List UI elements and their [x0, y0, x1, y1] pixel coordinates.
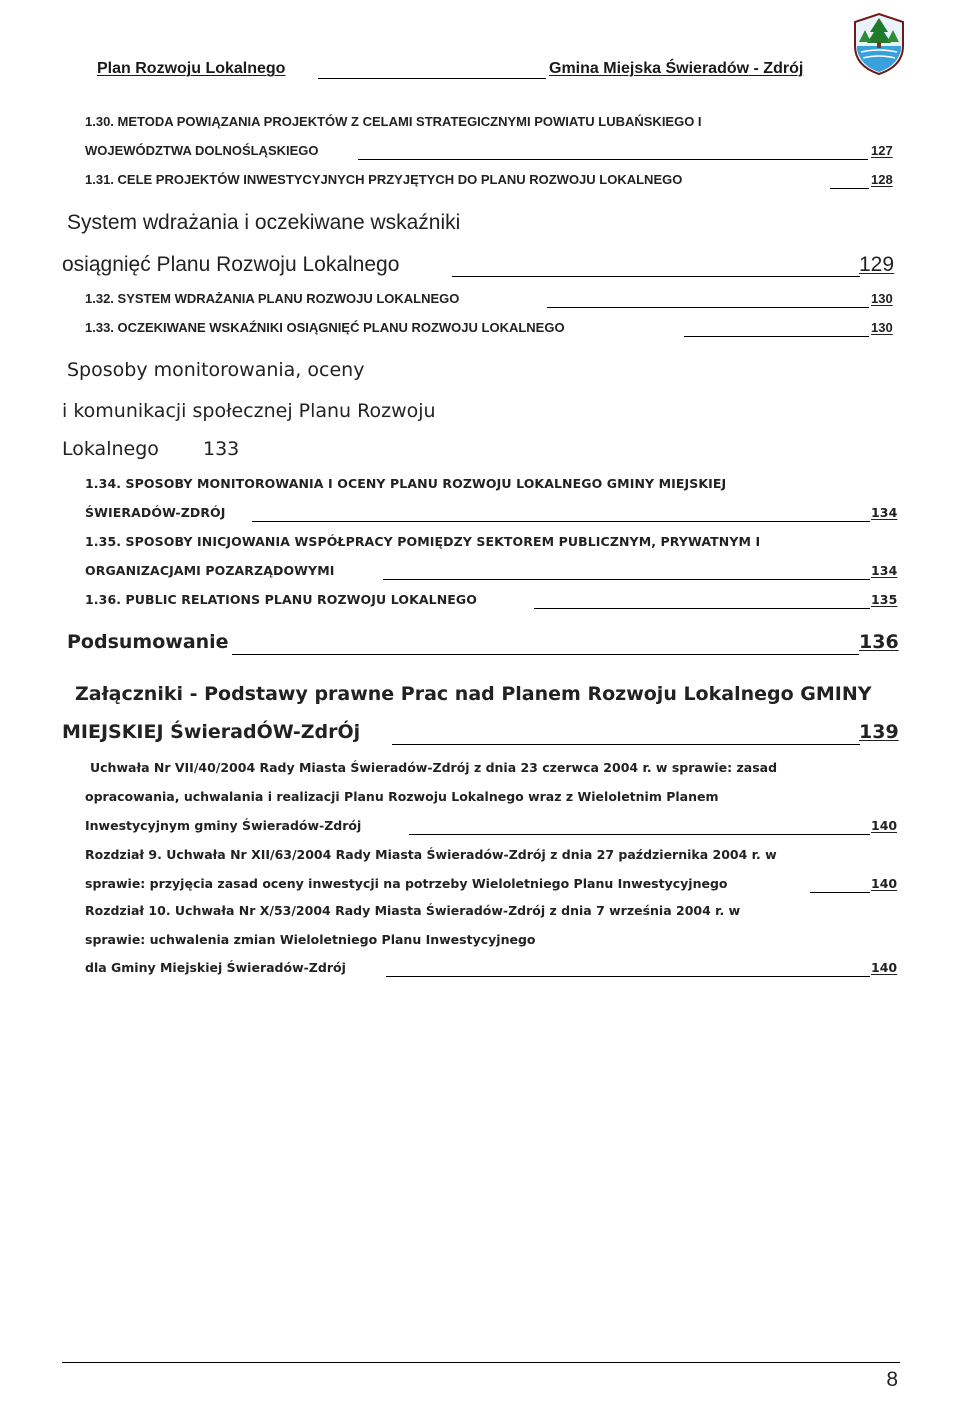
header-right-title: Gmina Miejska Świeradów - Zdrój — [549, 60, 804, 77]
toc-page-attachments[interactable]: 139 — [859, 721, 899, 743]
toc-page-1-33[interactable]: 130 — [871, 320, 893, 335]
toc-section-monitoring-line2[interactable]: i komunikacji społecznej Planu Rozwoju — [62, 400, 436, 422]
toc-section-monitoring-line1[interactable]: Sposoby monitorowania, oceny — [67, 359, 365, 381]
toc-entry-1-35-line1[interactable]: 1.35. SPOSOBY INICJOWANIA WSPÓŁPRACY POMIĘDZY SEKTOREM PUBLICZNYM, PRYWATNYM I — [85, 534, 761, 549]
toc-leader — [452, 276, 860, 277]
toc-leader — [392, 744, 860, 745]
toc-section-system-line1[interactable]: System wdrażania i oczekiwane wskaźniki — [67, 211, 461, 234]
toc-leader — [830, 188, 869, 189]
toc-section-summary[interactable]: Podsumowanie — [67, 631, 229, 653]
toc-entry-1-31[interactable]: 1.31. CELE PROJEKTÓW INWESTYCYJNYCH PRZYJĘTYCH DO PLANU ROZWOJU LOKALNEGO — [85, 172, 683, 187]
toc-section-attachments-line2[interactable]: MIEJSKIEJ ŚwieradÓW-ZdrÓj — [62, 721, 361, 743]
footer-rule — [62, 1362, 900, 1363]
toc-entry-chapter-10-line3[interactable]: dla Gminy Miejskiej Świeradów-Zdrój — [85, 960, 346, 975]
toc-entry-resolution-vii-40-line1[interactable]: Uchwała Nr VII/40/2004 Rady Miasta Świeradów-Zdrój z dnia 23 czerwca 2004 r. w sprawie: zasad — [90, 760, 778, 775]
toc-page-system[interactable]: 129 — [859, 253, 895, 276]
toc-leader — [810, 892, 870, 893]
toc-leader — [409, 834, 870, 835]
toc-leader — [252, 521, 870, 522]
toc-leader — [386, 976, 870, 977]
toc-leader — [358, 159, 868, 160]
toc-leader — [232, 654, 859, 655]
toc-entry-1-32[interactable]: 1.32. SYSTEM WDRAŻANIA PLANU ROZWOJU LOKALNEGO — [85, 291, 460, 306]
toc-page-1-34[interactable]: 134 — [871, 505, 898, 520]
toc-entry-chapter-9-line2[interactable]: sprawie: przyjęcia zasad oceny inwestycji na potrzeby Wieloletniego Planu Inwestycyjnego — [85, 876, 728, 891]
toc-entry-1-35-line2[interactable]: ORGANIZACJAMI POZARZĄDOWYMI — [85, 563, 335, 578]
toc-leader — [383, 579, 870, 580]
page-number: 8 — [886, 1368, 898, 1391]
toc-entry-1-36[interactable]: 1.36. PUBLIC RELATIONS PLANU ROZWOJU LOKALNEGO — [85, 592, 477, 607]
header-left-title: Plan Rozwoju Lokalnego — [97, 60, 286, 77]
toc-section-attachments-line1[interactable]: Załączniki - Podstawy prawne Prac nad Planem Rozwoju Lokalnego GMINY — [75, 683, 872, 705]
toc-page-1-32[interactable]: 130 — [871, 291, 893, 306]
toc-entry-1-33[interactable]: 1.33. OCZEKIWANE WSKAŹNIKI OSIĄGNIĘĆ PLANU ROZWOJU LOKALNEGO — [85, 320, 565, 335]
toc-entry-resolution-vii-40-line2[interactable]: opracowania, uchwalania i realizacji Planu Rozwoju Lokalnego wraz z Wieloletnim Planem — [85, 789, 719, 804]
coat-of-arms-logo — [851, 12, 907, 76]
toc-entry-chapter-10-line1[interactable]: Rozdział 10. Uchwała Nr X/53/2004 Rady Miasta Świeradów-Zdrój z dnia 7 września 2004 r. w — [85, 903, 741, 918]
toc-leader — [547, 307, 869, 308]
toc-page-1-31[interactable]: 128 — [871, 172, 893, 187]
toc-leader — [684, 336, 869, 337]
toc-entry-1-34-line2[interactable]: ŚWIERADÓW-ZDRÓJ — [85, 505, 226, 520]
toc-leader — [534, 608, 870, 609]
toc-entry-1-30-line1[interactable]: 1.30. METODA POWIĄZANIA PROJEKTÓW Z CELAMI STRATEGICZNYMI POWIATU LUBAŃSKIEGO I — [85, 114, 702, 129]
header-rule — [318, 78, 546, 79]
toc-page-chapter-9[interactable]: 140 — [871, 876, 898, 891]
toc-page-chapter-10[interactable]: 140 — [871, 960, 898, 975]
toc-page-1-30[interactable]: 127 — [871, 143, 893, 158]
toc-page-1-36[interactable]: 135 — [871, 592, 898, 607]
toc-section-monitoring-line3[interactable]: Lokalnego — [62, 438, 159, 460]
toc-entry-1-34-line1[interactable]: 1.34. SPOSOBY MONITOROWANIA I OCENY PLANU ROZWOJU LOKALNEGO GMINY MIEJSKIEJ — [85, 476, 727, 491]
toc-entry-resolution-vii-40-line3[interactable]: Inwestycyjnym gminy Świeradów-Zdrój — [85, 818, 362, 833]
toc-page-summary[interactable]: 136 — [859, 631, 899, 653]
toc-section-system-line2[interactable]: osiągnięć Planu Rozwoju Lokalnego — [62, 253, 400, 276]
toc-page-1-35[interactable]: 134 — [871, 563, 898, 578]
toc-entry-chapter-10-line2[interactable]: sprawie: uchwalenia zmian Wieloletniego Planu Inwestycyjnego — [85, 932, 536, 947]
toc-entry-chapter-9-line1[interactable]: Rozdział 9. Uchwała Nr XII/63/2004 Rady Miasta Świeradów-Zdrój z dnia 27 października 2004 r. w — [85, 847, 777, 862]
toc-page-monitoring[interactable]: 133 — [203, 438, 240, 460]
toc-entry-1-30-line2[interactable]: WOJEWÓDZTWA DOLNOŚLĄSKIEGO — [85, 143, 319, 158]
toc-page-resolution-vii-40[interactable]: 140 — [871, 818, 898, 833]
